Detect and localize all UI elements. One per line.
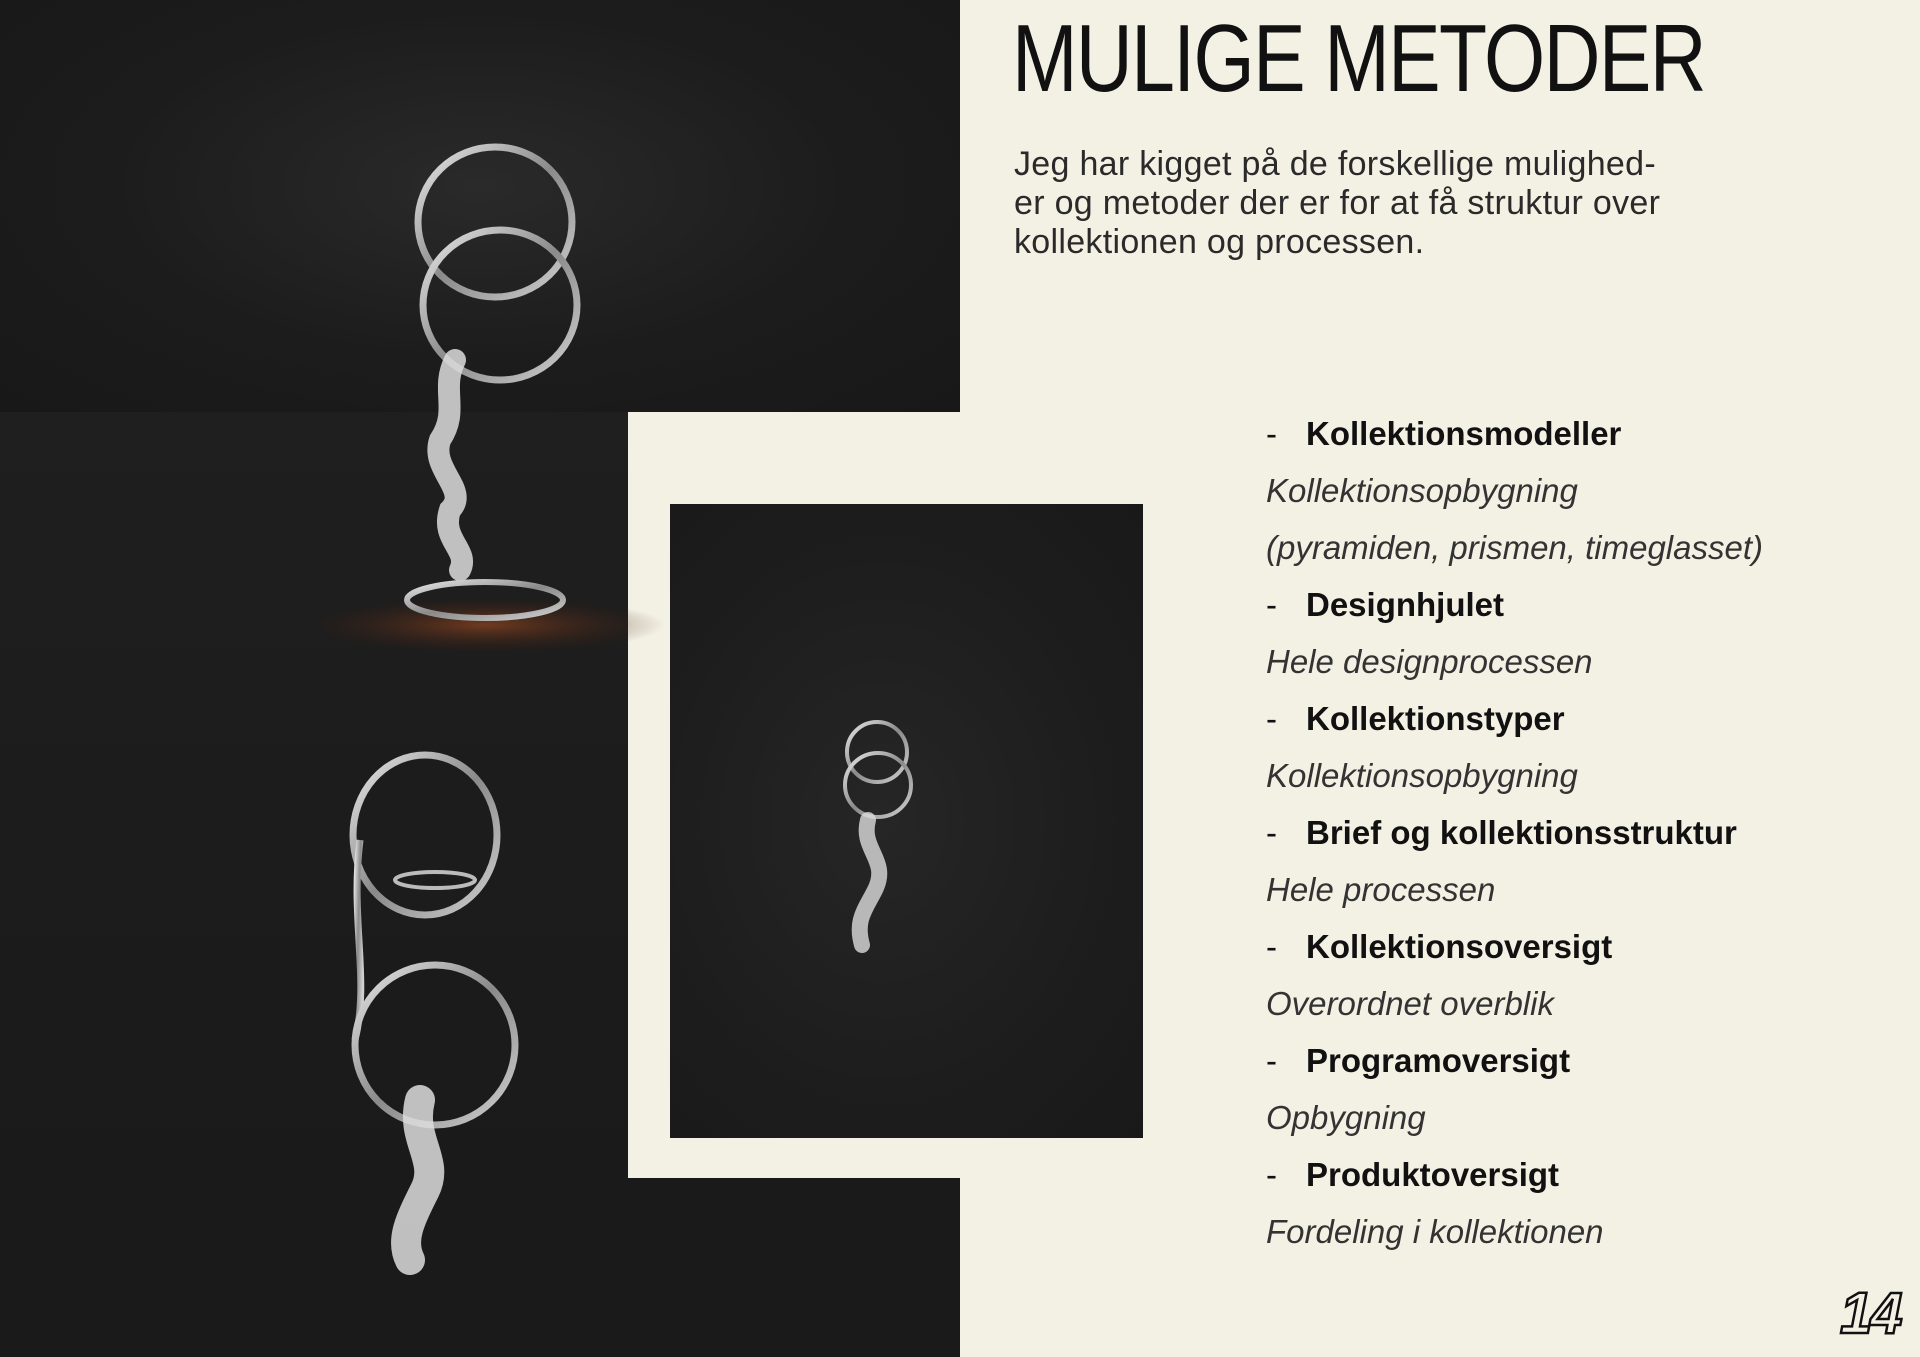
earring-photo-top [300, 150, 660, 650]
method-description: (pyramiden, prismen, timeglasset) [1266, 529, 1763, 566]
method-name: Brief og kollektionsstruktur [1306, 814, 1737, 851]
method-description: Overordnet overblik [1266, 985, 1554, 1022]
method-name: Programoversigt [1306, 1042, 1571, 1079]
photo-bottom-strip [628, 1178, 960, 1357]
method-name: Designhjulet [1306, 586, 1505, 623]
method-description: Opbygning [1266, 1099, 1426, 1136]
method-description: Kollektionsopbygning [1266, 472, 1578, 509]
method-name: Kollektionsoversigt [1306, 928, 1613, 965]
method-description: Kollektionsopbygning [1266, 757, 1578, 794]
method-name: Kollektionstyper [1306, 700, 1565, 737]
list-dash: - [1266, 415, 1277, 452]
methods-list [1266, 405, 1826, 1260]
list-dash: - [1266, 1042, 1277, 1079]
earring-photo-center [820, 720, 940, 960]
method-item [1266, 576, 1826, 633]
method-item [1266, 690, 1826, 747]
earring-photo-bottom [340, 740, 560, 1300]
method-item [1266, 1032, 1826, 1089]
method-item [1266, 405, 1826, 462]
method-item [1266, 804, 1826, 861]
list-dash: - [1266, 700, 1277, 737]
method-description: Hele designprocessen [1266, 643, 1593, 680]
method-description: Fordeling i kollektionen [1266, 1213, 1604, 1250]
intro-line: Jeg har kigget på de forskellige mulighed- [1014, 145, 1656, 183]
intro-line: kollektionen og processen. [1014, 223, 1425, 261]
list-dash: - [1266, 1156, 1277, 1193]
method-name: Kollektionsmodeller [1306, 415, 1622, 452]
method-name: Produktoversigt [1306, 1156, 1560, 1193]
intro-line: er og metoder der er for at få struktur over [1014, 184, 1661, 222]
list-dash: - [1266, 586, 1277, 623]
method-item [1266, 918, 1826, 975]
list-dash: - [1266, 814, 1277, 851]
intro-paragraph [1014, 145, 1724, 262]
method-item [1266, 1146, 1826, 1203]
method-description: Hele processen [1266, 871, 1496, 908]
page-number: 14 [1840, 1281, 1901, 1346]
list-dash: - [1266, 928, 1277, 965]
page-title: MULIGE METODER [1012, 5, 1705, 112]
